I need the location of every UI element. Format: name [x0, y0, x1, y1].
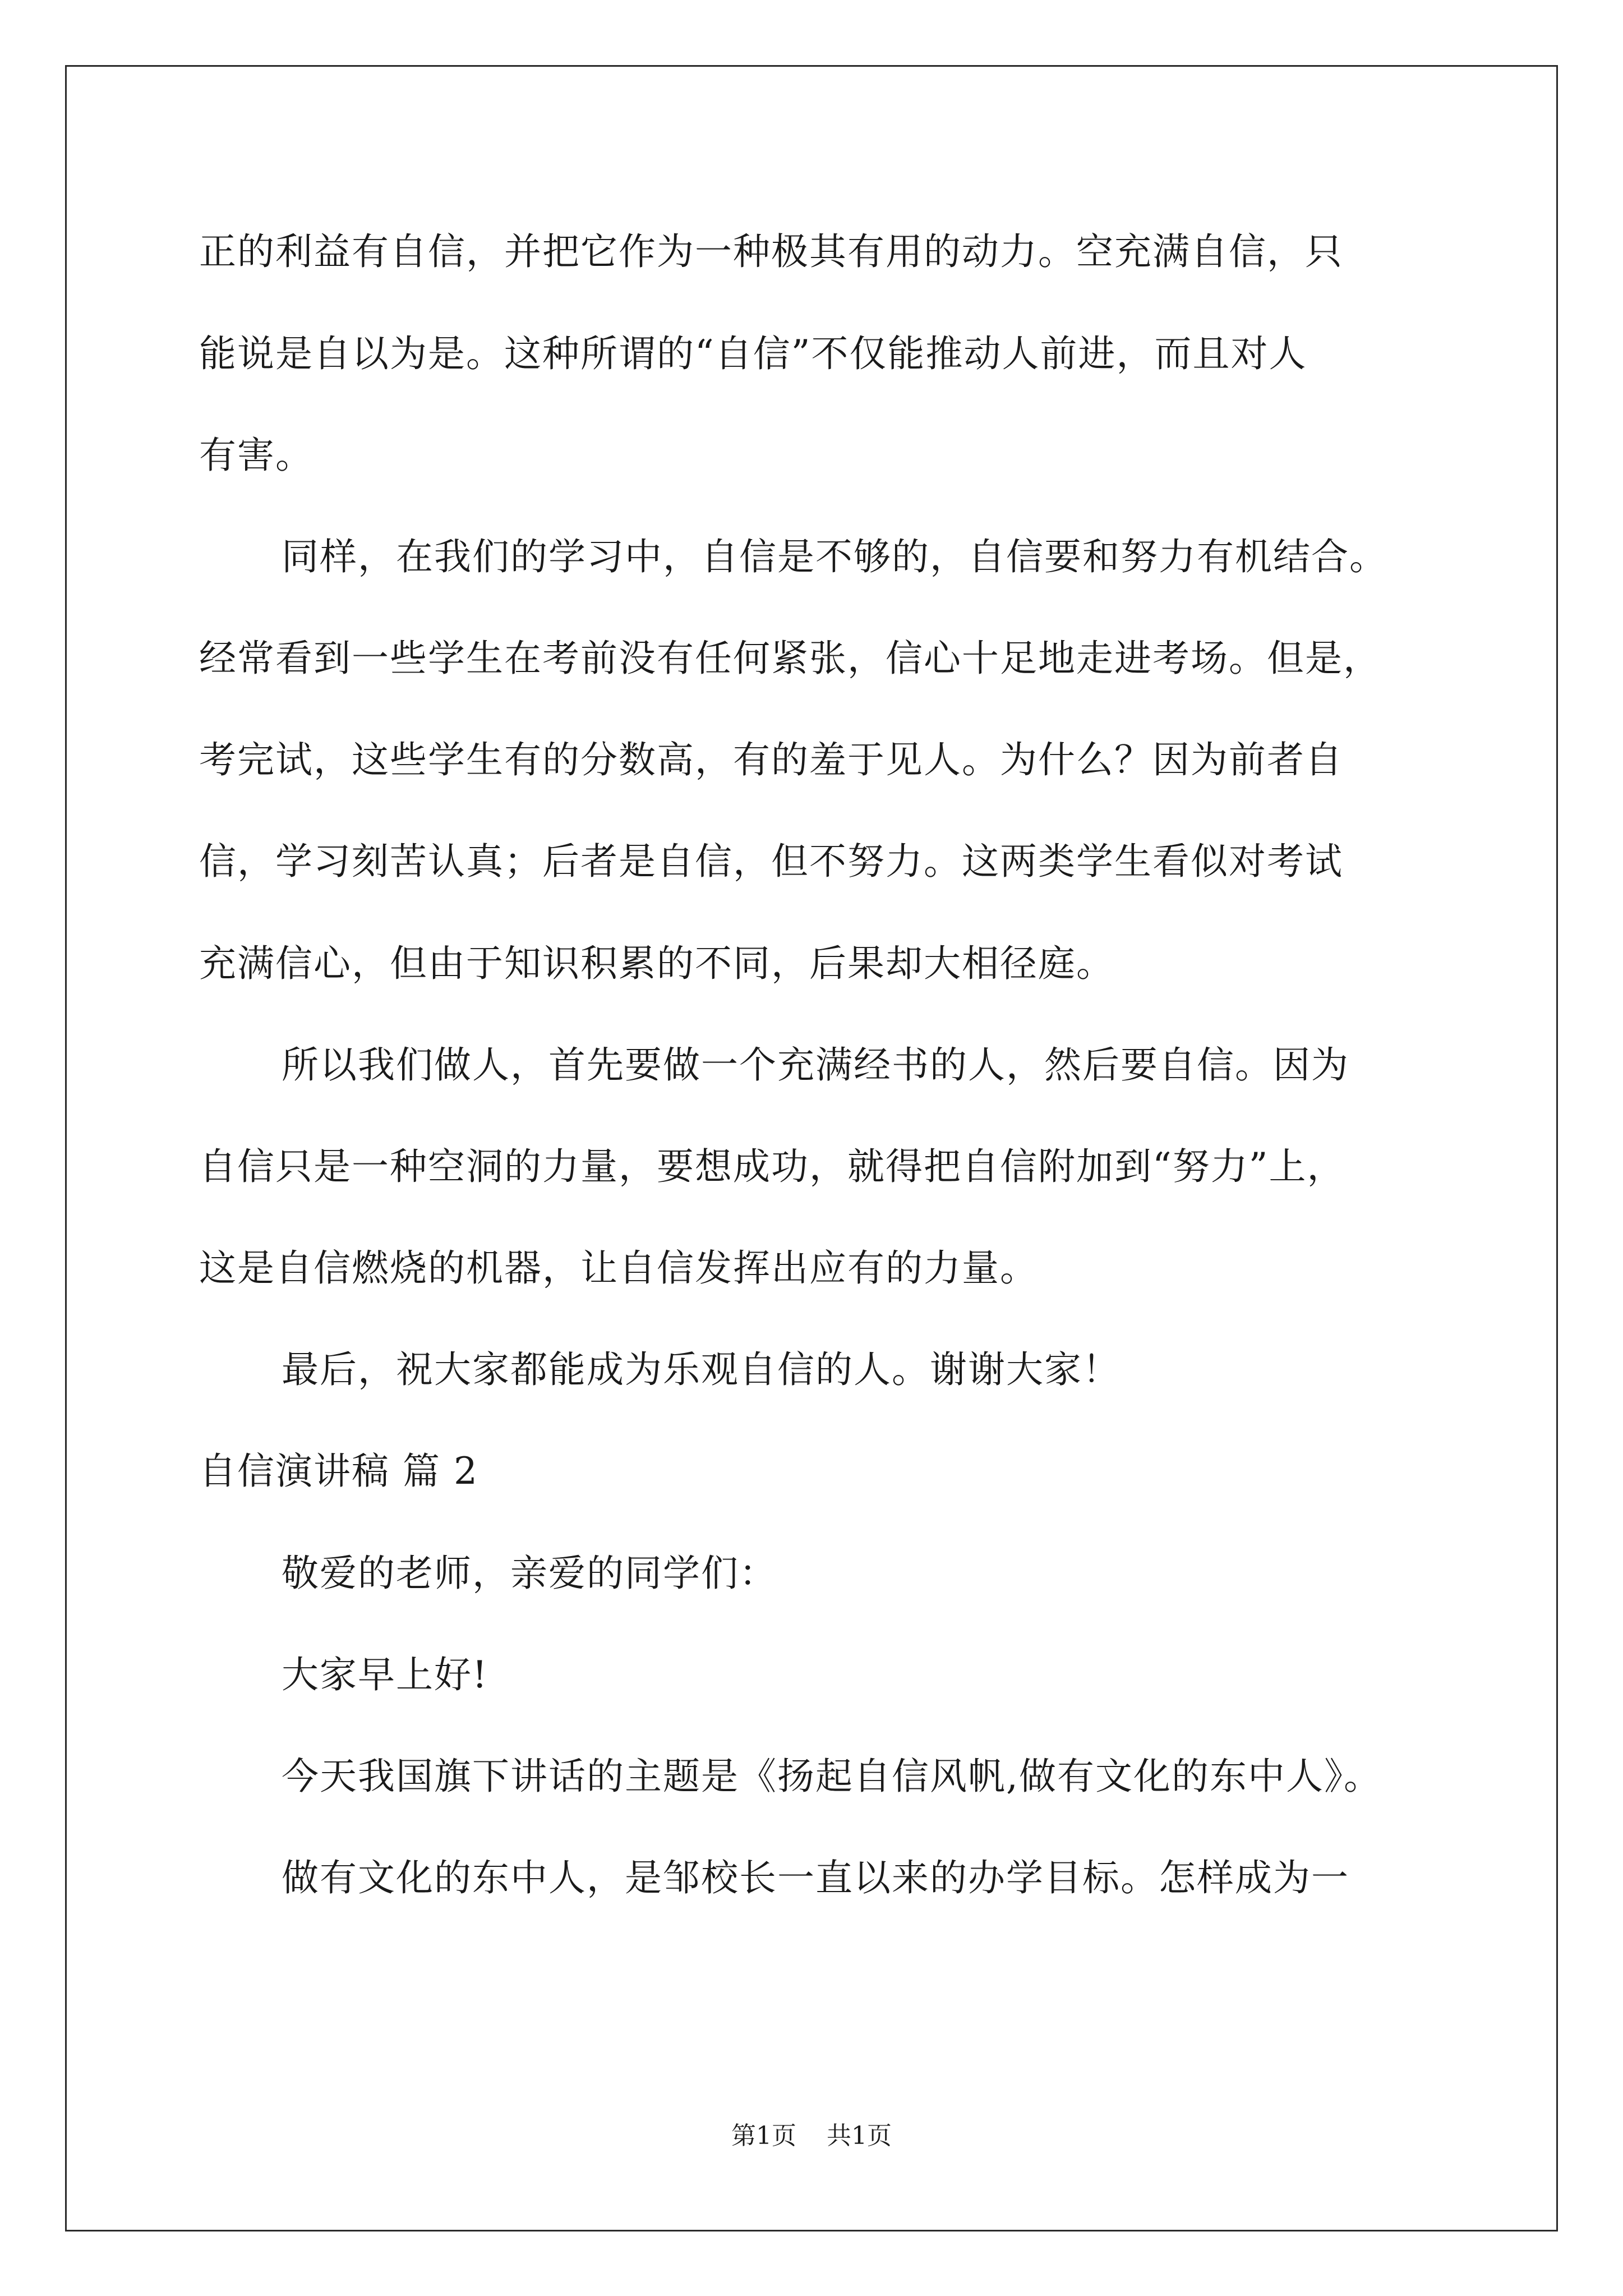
page-total: 共1页	[827, 2122, 892, 2150]
paragraph-line: 经常看到一些学生在考前没有任何紧张，信心十足地走进考场。但是，	[199, 637, 1381, 680]
paragraph-line: 有害。	[199, 434, 313, 477]
section-heading: 自信演讲稿 篇 2	[199, 1450, 478, 1493]
paragraph-line: 自信只是一种空洞的力量，要想成功，就得把自信附加到“努力”上，	[199, 1145, 1345, 1188]
paragraph-line: 信，学习刻苦认真；后者是自信，但不努力。这两类学生看似对考试	[199, 840, 1343, 883]
salutation: 敬爱的老师，亲爱的同学们：	[282, 1552, 777, 1595]
paragraph-line: 正的利益有自信，并把它作为一种极其有用的动力。空充满自信，只	[199, 230, 1343, 273]
page-footer	[0, 2119, 1623, 2153]
paragraph-line: 考完试，这些学生有的分数高，有的羞于见人。为什么？因为前者自	[199, 738, 1343, 781]
paragraph-line: 能说是自以为是。这种所谓的“自信”不仅能推动人前进，而且对人	[199, 332, 1307, 375]
page-number: 第1页	[731, 2122, 796, 2150]
paragraph-line: 最后，祝大家都能成为乐观自信的人。谢谢大家！	[282, 1348, 1121, 1391]
paragraph-line: 同样，在我们的学习中，自信是不够的，自信要和努力有机结合。	[282, 535, 1387, 578]
paragraph-line: 做有文化的东中人，是邹校长一直以来的办学目标。怎样成为一	[282, 1856, 1349, 1899]
paragraph-line: 这是自信燃烧的机器，让自信发挥出应有的力量。	[199, 1246, 1038, 1290]
paragraph-line: 今天我国旗下讲话的主题是《扬起自信风帆,做有文化的东中人》。	[282, 1755, 1382, 1798]
paragraph-line: 充满信心，但由于知识积累的不同，后果却大相径庭。	[199, 942, 1114, 985]
paragraph-line: 所以我们做人，首先要做一个充满经书的人，然后要自信。因为	[282, 1043, 1349, 1087]
greeting: 大家早上好!	[282, 1653, 488, 1696]
